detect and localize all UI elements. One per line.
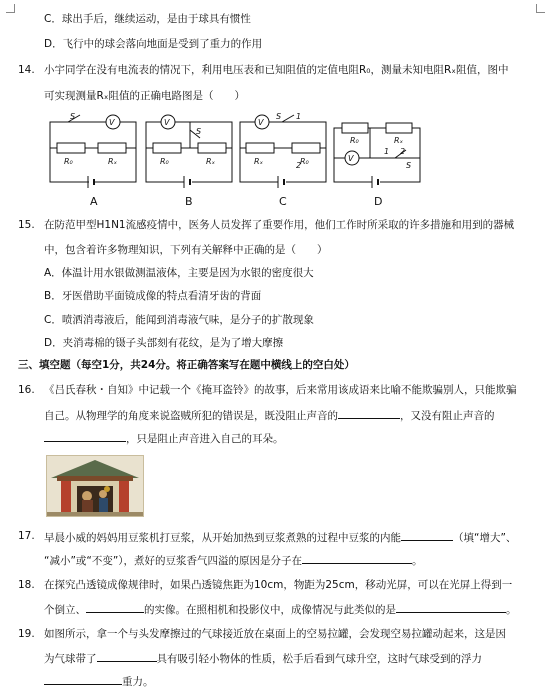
q18-number: 18. [18, 579, 35, 591]
q18-line1: 在探究凸透镜成像规律时，如果凸透镜焦距为10cm，物距为25cm，移动光屏，可以在光屏上得到一 [44, 579, 513, 591]
q16-number: 16. [18, 384, 35, 396]
q17-blank-2[interactable] [302, 552, 412, 564]
resistor1-label-c: Rₓ [254, 157, 264, 166]
resistor1-label-d: R₀ [350, 136, 359, 145]
q19-line1: 如图所示，拿一个与头发摩擦过的气球接近放在桌面上的空易拉罐，会发现空易拉罐动起来，这是因 [44, 628, 506, 640]
q16-line2-part2: ，又没有阻止声音的 [400, 410, 495, 422]
switch-label-d: S [406, 161, 412, 170]
resistor2-label-a: Rₓ [108, 157, 118, 166]
q15-stem-line1: 在防范甲型H1N1流感疫情中，医务人员发挥了重要作用，他们工作时所采取的许多措施和用到的器械 [44, 219, 515, 231]
resistor1-label-b: R₀ [160, 157, 169, 166]
circuit-label-b: B [185, 195, 193, 208]
q19-line3 [44, 673, 154, 689]
page-corner-mark [536, 4, 545, 13]
q17-line1-part2: （填“增大”、 [453, 532, 517, 544]
q17-line2-part1: “减小”或“不变”），煮好的豆浆香气四溢的原因是分子在 [44, 555, 303, 567]
q13-option-d: D．飞行中的球会落向地面是受到了重力的作用 [44, 38, 263, 50]
q14-circuit-diagrams [0, 110, 551, 198]
q18-blank-1[interactable] [86, 601, 144, 613]
voltmeter-a: V [109, 118, 115, 127]
q14-stem-line1: 小宇同学在没有电流表的情况下，利用电压表和已知阻值的定值电阻R₀，测量未知电阻Rₓ阻值，图中 [44, 64, 509, 76]
q15-option-c: C．喷洒消毒液后，能闻到消毒液气味，是分子的扩散现象 [44, 314, 314, 326]
q14-stem-line2: 可实现测量Rₓ阻值的正确电路图是（ ） [44, 90, 245, 102]
q18-line2-part1: 个倒立、 [44, 604, 86, 616]
voltmeter-b: V [164, 118, 170, 127]
resistor2-label-d: Rₓ [394, 136, 404, 145]
q15-option-b: B．牙医借助平面镜成像的特点看清牙齿的背面 [44, 290, 262, 302]
voltmeter-c: V [258, 118, 264, 127]
terminal2-label-d: 2 [400, 147, 406, 156]
q15-number: 15. [18, 219, 35, 231]
voltmeter-d: V [348, 154, 354, 163]
resistor1-label-a: R₀ [64, 157, 73, 166]
switch-label-a: S [70, 112, 76, 121]
q19-blank-1[interactable] [97, 650, 157, 662]
terminal2-label-c: 2 [296, 161, 302, 170]
q17-line1 [44, 529, 516, 545]
circuit-d [334, 123, 420, 189]
circuit-c [240, 115, 326, 189]
q19-line2 [44, 650, 482, 666]
switch-label-c: S [276, 112, 282, 121]
q16-line1: 《吕氏春秋・自知》中记载一个《掩耳盗铃》的故事，后来常用该成语来比喻不能欺骗别人，只能欺骗 [44, 384, 517, 396]
terminal1-label-d: 1 [384, 147, 390, 156]
q17-line1-part1: 早晨小威的妈妈用豆浆机打豆浆，从开始加热到豆浆煮熟的过程中豆浆的内能 [44, 532, 401, 544]
q16-blank-1[interactable] [338, 407, 400, 419]
circuit-label-d: D [374, 195, 383, 208]
q18-line2-part2: 的实像。在照相机和投影仪中，成像情况与此类似的是 [144, 604, 396, 616]
q18-blank-2[interactable] [396, 601, 506, 613]
circuit-label-a: A [90, 195, 98, 208]
q19-blank-2[interactable] [44, 673, 122, 685]
q17-line2 [44, 552, 423, 568]
q19-line2-part2: 具有吸引轻小物体的性质，松手后看到气球升空，这时气球受到的浮力 [156, 653, 482, 665]
circuit-a [50, 115, 136, 189]
resistor2-label-c: R₀ [300, 157, 309, 166]
page-corner-mark [6, 4, 15, 13]
q13-option-c: C．球出手后，继续运动，是由于球具有惯性 [44, 13, 251, 25]
q17-number: 17. [18, 530, 35, 542]
q17-line2-part2: 。 [412, 555, 423, 567]
q14-number: 14. [18, 64, 35, 76]
q16-blank-2[interactable] [44, 430, 126, 442]
q16-line3-text: ，只是阻止声音进入自己的耳朵。 [126, 433, 284, 445]
q19-line2-part1: 为气球带了 [44, 653, 97, 665]
circuit-b [146, 115, 232, 189]
q16-line2-part1: 自己。从物理学的角度来说盗贼所犯的错误是，既没阻止声音的 [44, 410, 338, 422]
switch-label-b: S [196, 127, 202, 136]
terminal1-label-c: 1 [296, 112, 302, 121]
q16-line2 [44, 407, 495, 423]
stealing-bell-illustration [46, 455, 144, 517]
q15-stem-line2: 中，包含着许多物理知识，下列有关解释中正确的是（ ） [44, 244, 328, 256]
section-heading: 三、填空题（每空1分，共24分。将正确答案写在题中横线上的空白处） [18, 359, 355, 371]
q18-line2-part3: 。 [506, 604, 517, 616]
resistor2-label-b: Rₓ [206, 157, 216, 166]
q18-line2 [44, 601, 517, 617]
q15-option-a: A．体温计用水银做测温液体，主要是因为水银的密度很大 [44, 267, 314, 279]
q15-option-d: D．夹消毒棉的镊子头部刻有花纹，是为了增大摩擦 [44, 337, 284, 349]
q16-line3 [44, 430, 284, 446]
q19-number: 19. [18, 628, 35, 640]
circuit-label-c: C [279, 195, 287, 208]
q17-blank-1[interactable] [401, 529, 453, 541]
q19-line3-text: 重力。 [122, 676, 154, 688]
